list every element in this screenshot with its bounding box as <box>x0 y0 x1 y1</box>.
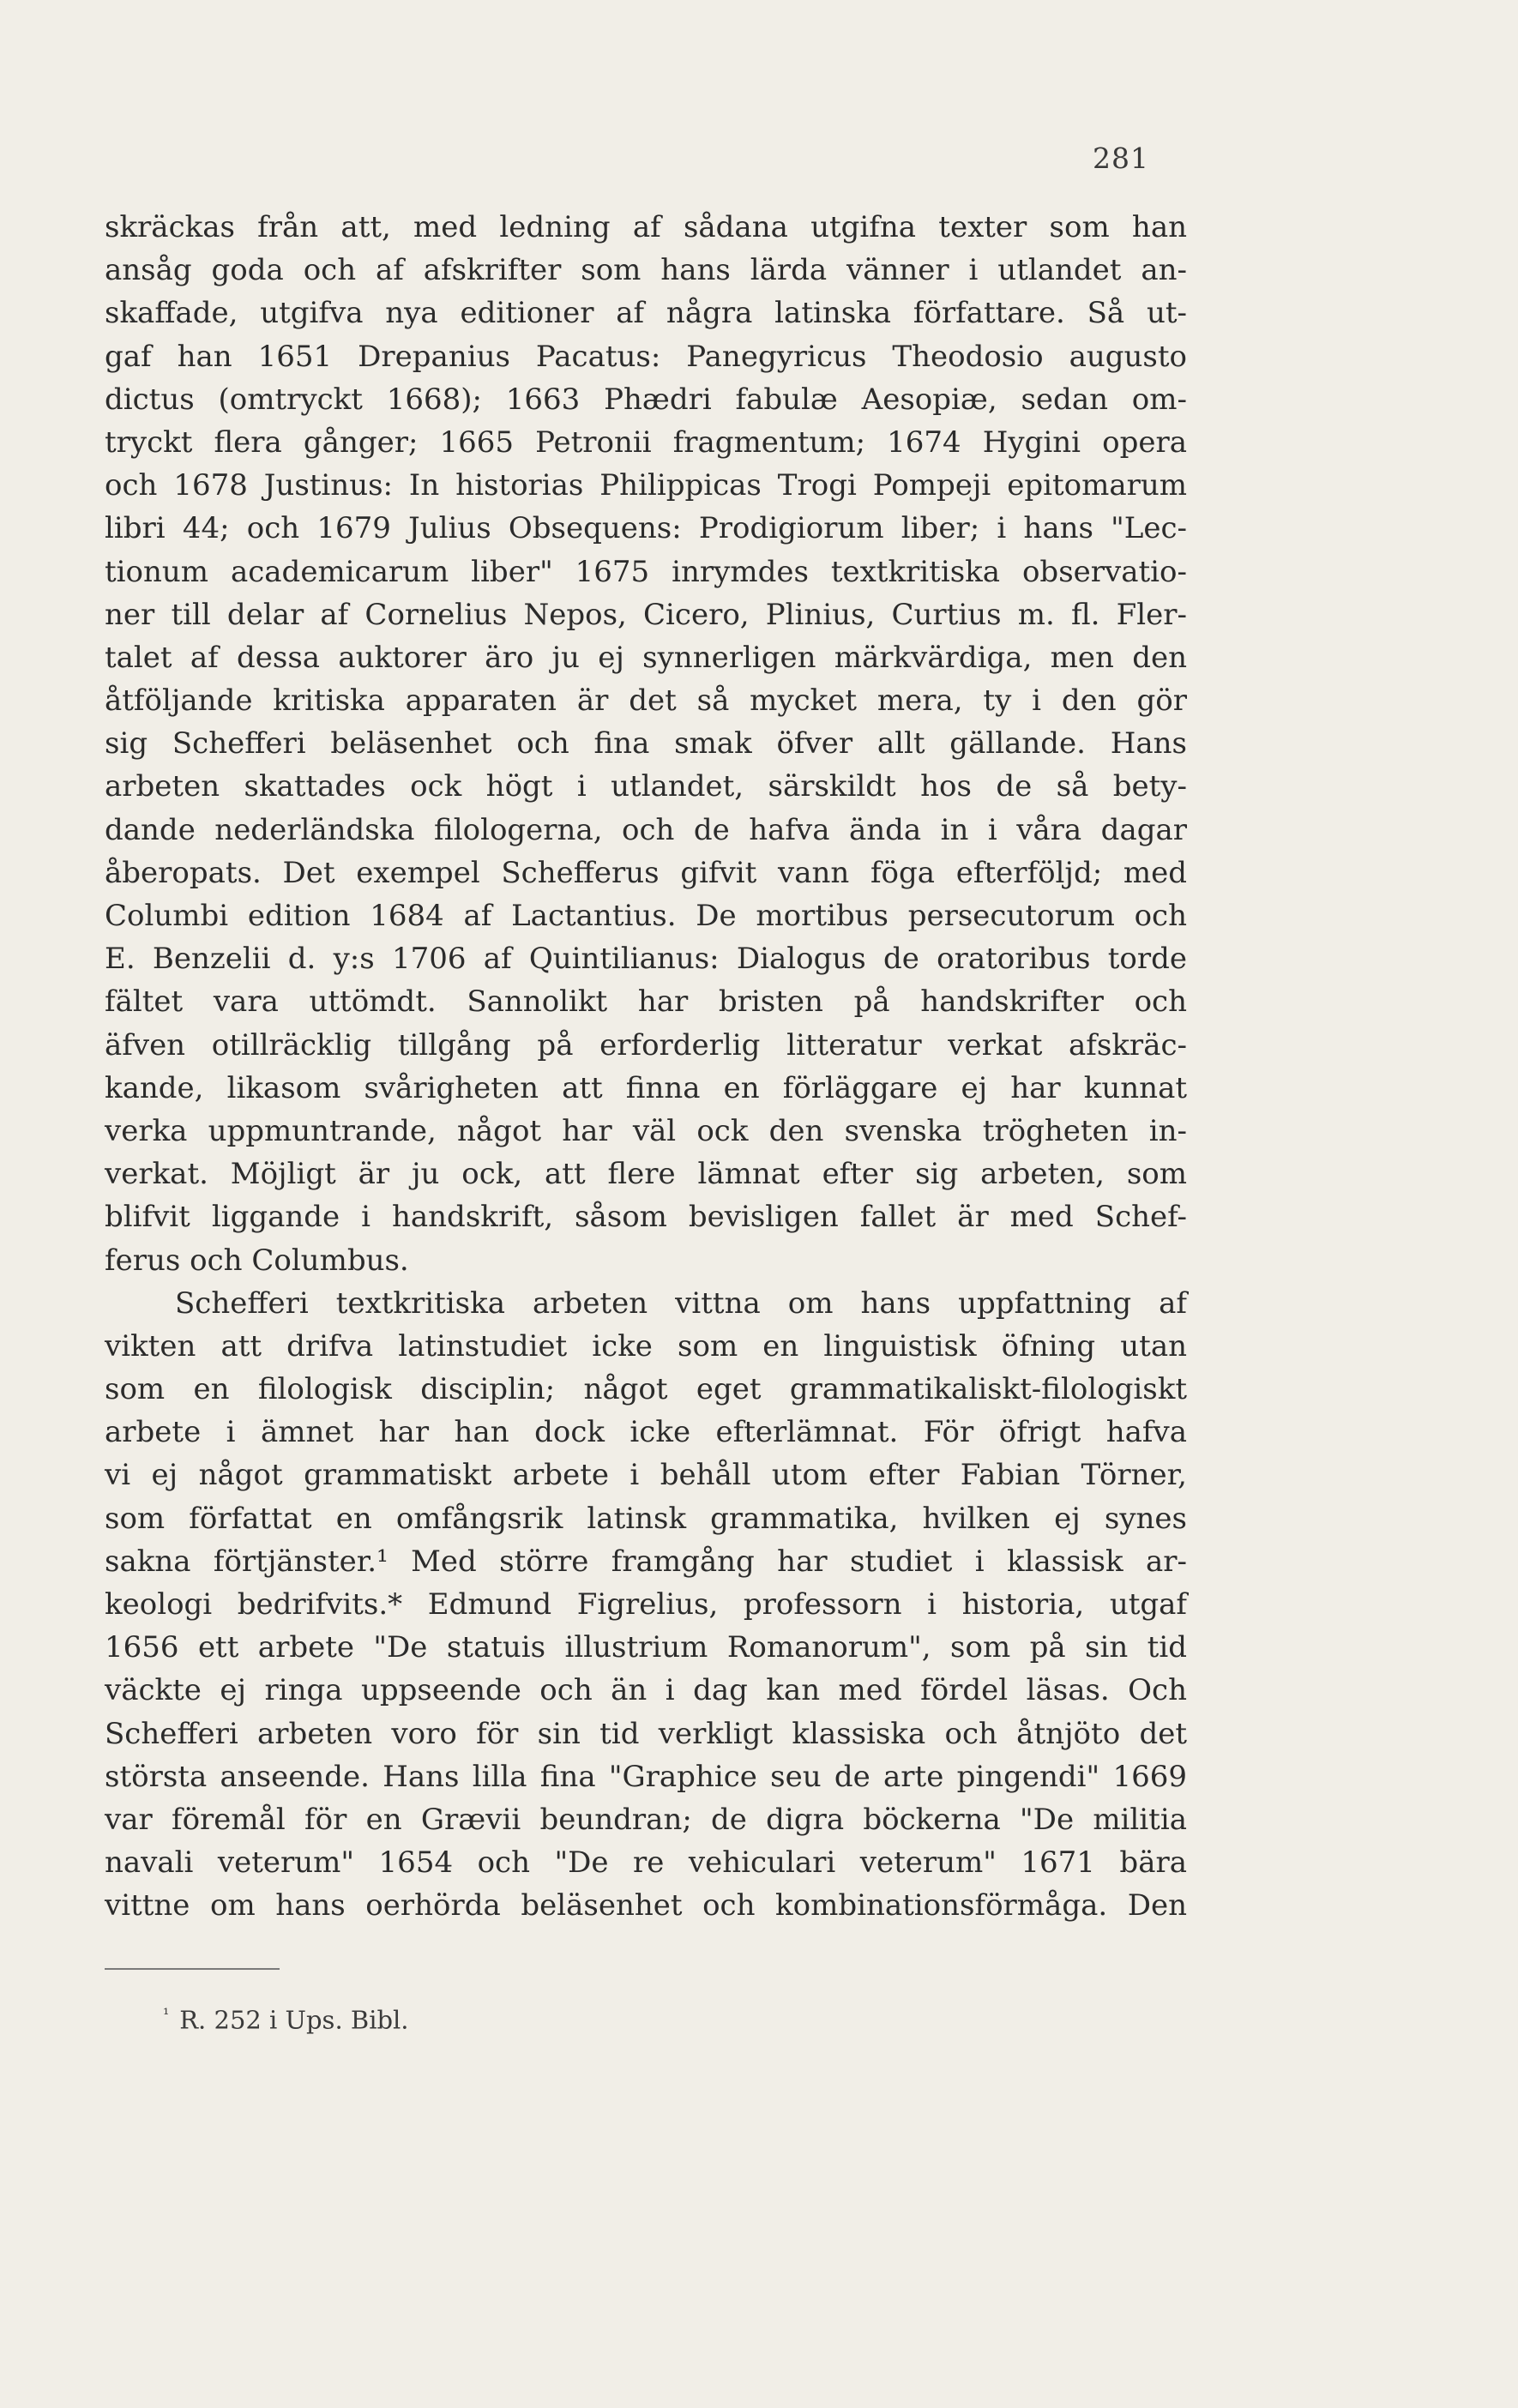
footnote-text: R. 252 i Ups. Bibl. <box>179 2005 409 2035</box>
text-line: vittne om hans oerhörda beläsenhet och kombinationsförmåga. Den <box>105 1888 1187 1923</box>
text-line: åberopats. Det exempel Schefferus gifvit vann föga efterföljd; med <box>105 855 1187 890</box>
text-line: ner till delar af Cornelius Nepos, Cicero, Plinius, Curtius m. fl. Fler- <box>105 597 1187 632</box>
text-line: arbeten skattades ock högt i utlandet, särskildt hos de så bety- <box>105 769 1187 804</box>
paragraph-first-line: Schefferi textkritiska arbeten vittna om hans uppfattning af <box>175 1285 1187 1321</box>
body-text <box>105 206 1187 1928</box>
text-line: vi ej något grammatiskt arbete i behåll utom efter Fabian Törner, <box>105 1458 1187 1493</box>
text-line: Columbi edition 1684 af Lactantius. De mortibus persecutorum och <box>105 899 1187 933</box>
footnote <box>163 1998 409 2038</box>
text-line: dande nederländska filologerna, och de hafva ända in i våra dagar <box>105 812 1187 847</box>
text-line: arbete i ämnet har han dock icke efterlämnat. För öfrigt hafva <box>105 1415 1187 1450</box>
text-line: navali veterum" 1654 och "De re vehiculari veterum" 1671 bära <box>105 1845 1187 1881</box>
text-line: tryckt flera gånger; 1665 Petronii fragmentum; 1674 Hygini opera <box>105 424 1187 460</box>
text-line: E. Benzelii d. y:s 1706 af Quintilianus: Dialogus de oratoribus torde <box>105 942 1187 977</box>
text-line: var föremål för en Grævii beundran; de digra böckerna "De militia <box>105 1802 1187 1837</box>
text-line: tionum academicarum liber" 1675 inrymdes textkritiska observatio- <box>105 554 1187 589</box>
text-line: gaf han 1651 Drepanius Pacatus: Panegyricus Theodosio augusto <box>105 339 1187 374</box>
text-line: sig Schefferi beläsenhet och fina smak öfver allt gällande. Hans <box>105 726 1187 762</box>
text-line: verka uppmuntrande, något har väl ock den svenska trögheten in- <box>105 1113 1187 1148</box>
page-number: 281 <box>1093 141 1149 175</box>
text-line: skräckas från att, med ledning af sådana utgifna texter som han <box>105 210 1187 244</box>
text-line: väckte ej ringa uppseende och än i dag kan med fördel läsas. Och <box>105 1673 1187 1708</box>
text-line: sakna förtjänster.¹ Med större framgång har studiet i klassisk ar- <box>105 1544 1187 1579</box>
text-line: dictus (omtryckt 1668); 1663 Phædri fabulæ Aesopiæ, sedan om- <box>105 382 1187 417</box>
text-line: blifvit liggande i handskrift, såsom bevisligen fallet är med Schef- <box>105 1200 1187 1235</box>
paragraph-last-line: ferus och Columbus. <box>105 1243 409 1278</box>
text-line: verkat. Möjligt är ju ock, att flere lämnat efter sig arbeten, som <box>105 1157 1187 1192</box>
text-line: Schefferi arbeten voro för sin tid verkligt klassiska och åtnjöto det <box>105 1716 1187 1751</box>
text-line: skaffade, utgifva nya editioner af några latinska författare. Så ut- <box>105 296 1187 331</box>
text-line: kande, likasom svårigheten att finna en förläggare ej har kunnat <box>105 1070 1187 1105</box>
text-line: som en filologisk disciplin; något eget grammatikaliskt-filologiskt <box>105 1372 1187 1407</box>
text-line: ansåg goda och af afskrifter som hans lärda vänner i utlandet an- <box>105 253 1187 288</box>
text-line: keologi bedrifvits.* Edmund Figrelius, professorn i historia, utgaf <box>105 1587 1187 1622</box>
footnote-divider <box>105 1968 280 1970</box>
text-line: åtföljande kritiska apparaten är det så mycket mera, ty i den gör <box>105 683 1187 719</box>
text-line: fältet vara uttömdt. Sannolikt har bristen på handskrifter och <box>105 984 1187 1020</box>
text-line: talet af dessa auktorer äro ju ej synnerligen märkvärdiga, men den <box>105 640 1187 675</box>
text-line: vikten att drifva latinstudiet icke som en linguistisk öfning utan <box>105 1328 1187 1364</box>
text-line: libri 44; och 1679 Julius Obsequens: Prodigiorum liber; i hans "Lec- <box>105 511 1187 546</box>
text-line: 1656 ett arbete "De statuis illustrium Romanorum", som på sin tid <box>105 1630 1187 1665</box>
text-line: största anseende. Hans lilla fina "Graphice seu de arte pingendi" 1669 <box>105 1759 1187 1794</box>
text-line: äfven otillräcklig tillgång på erforderlig litteratur verkat afskräc- <box>105 1027 1187 1063</box>
footnote-marker: ¹ <box>163 2006 170 2024</box>
text-line: som författat en omfångsrik latinsk grammatika, hvilken ej synes <box>105 1501 1187 1536</box>
text-line: och 1678 Justinus: In historias Philippicas Trogi Pompeji epitomarum <box>105 468 1187 503</box>
